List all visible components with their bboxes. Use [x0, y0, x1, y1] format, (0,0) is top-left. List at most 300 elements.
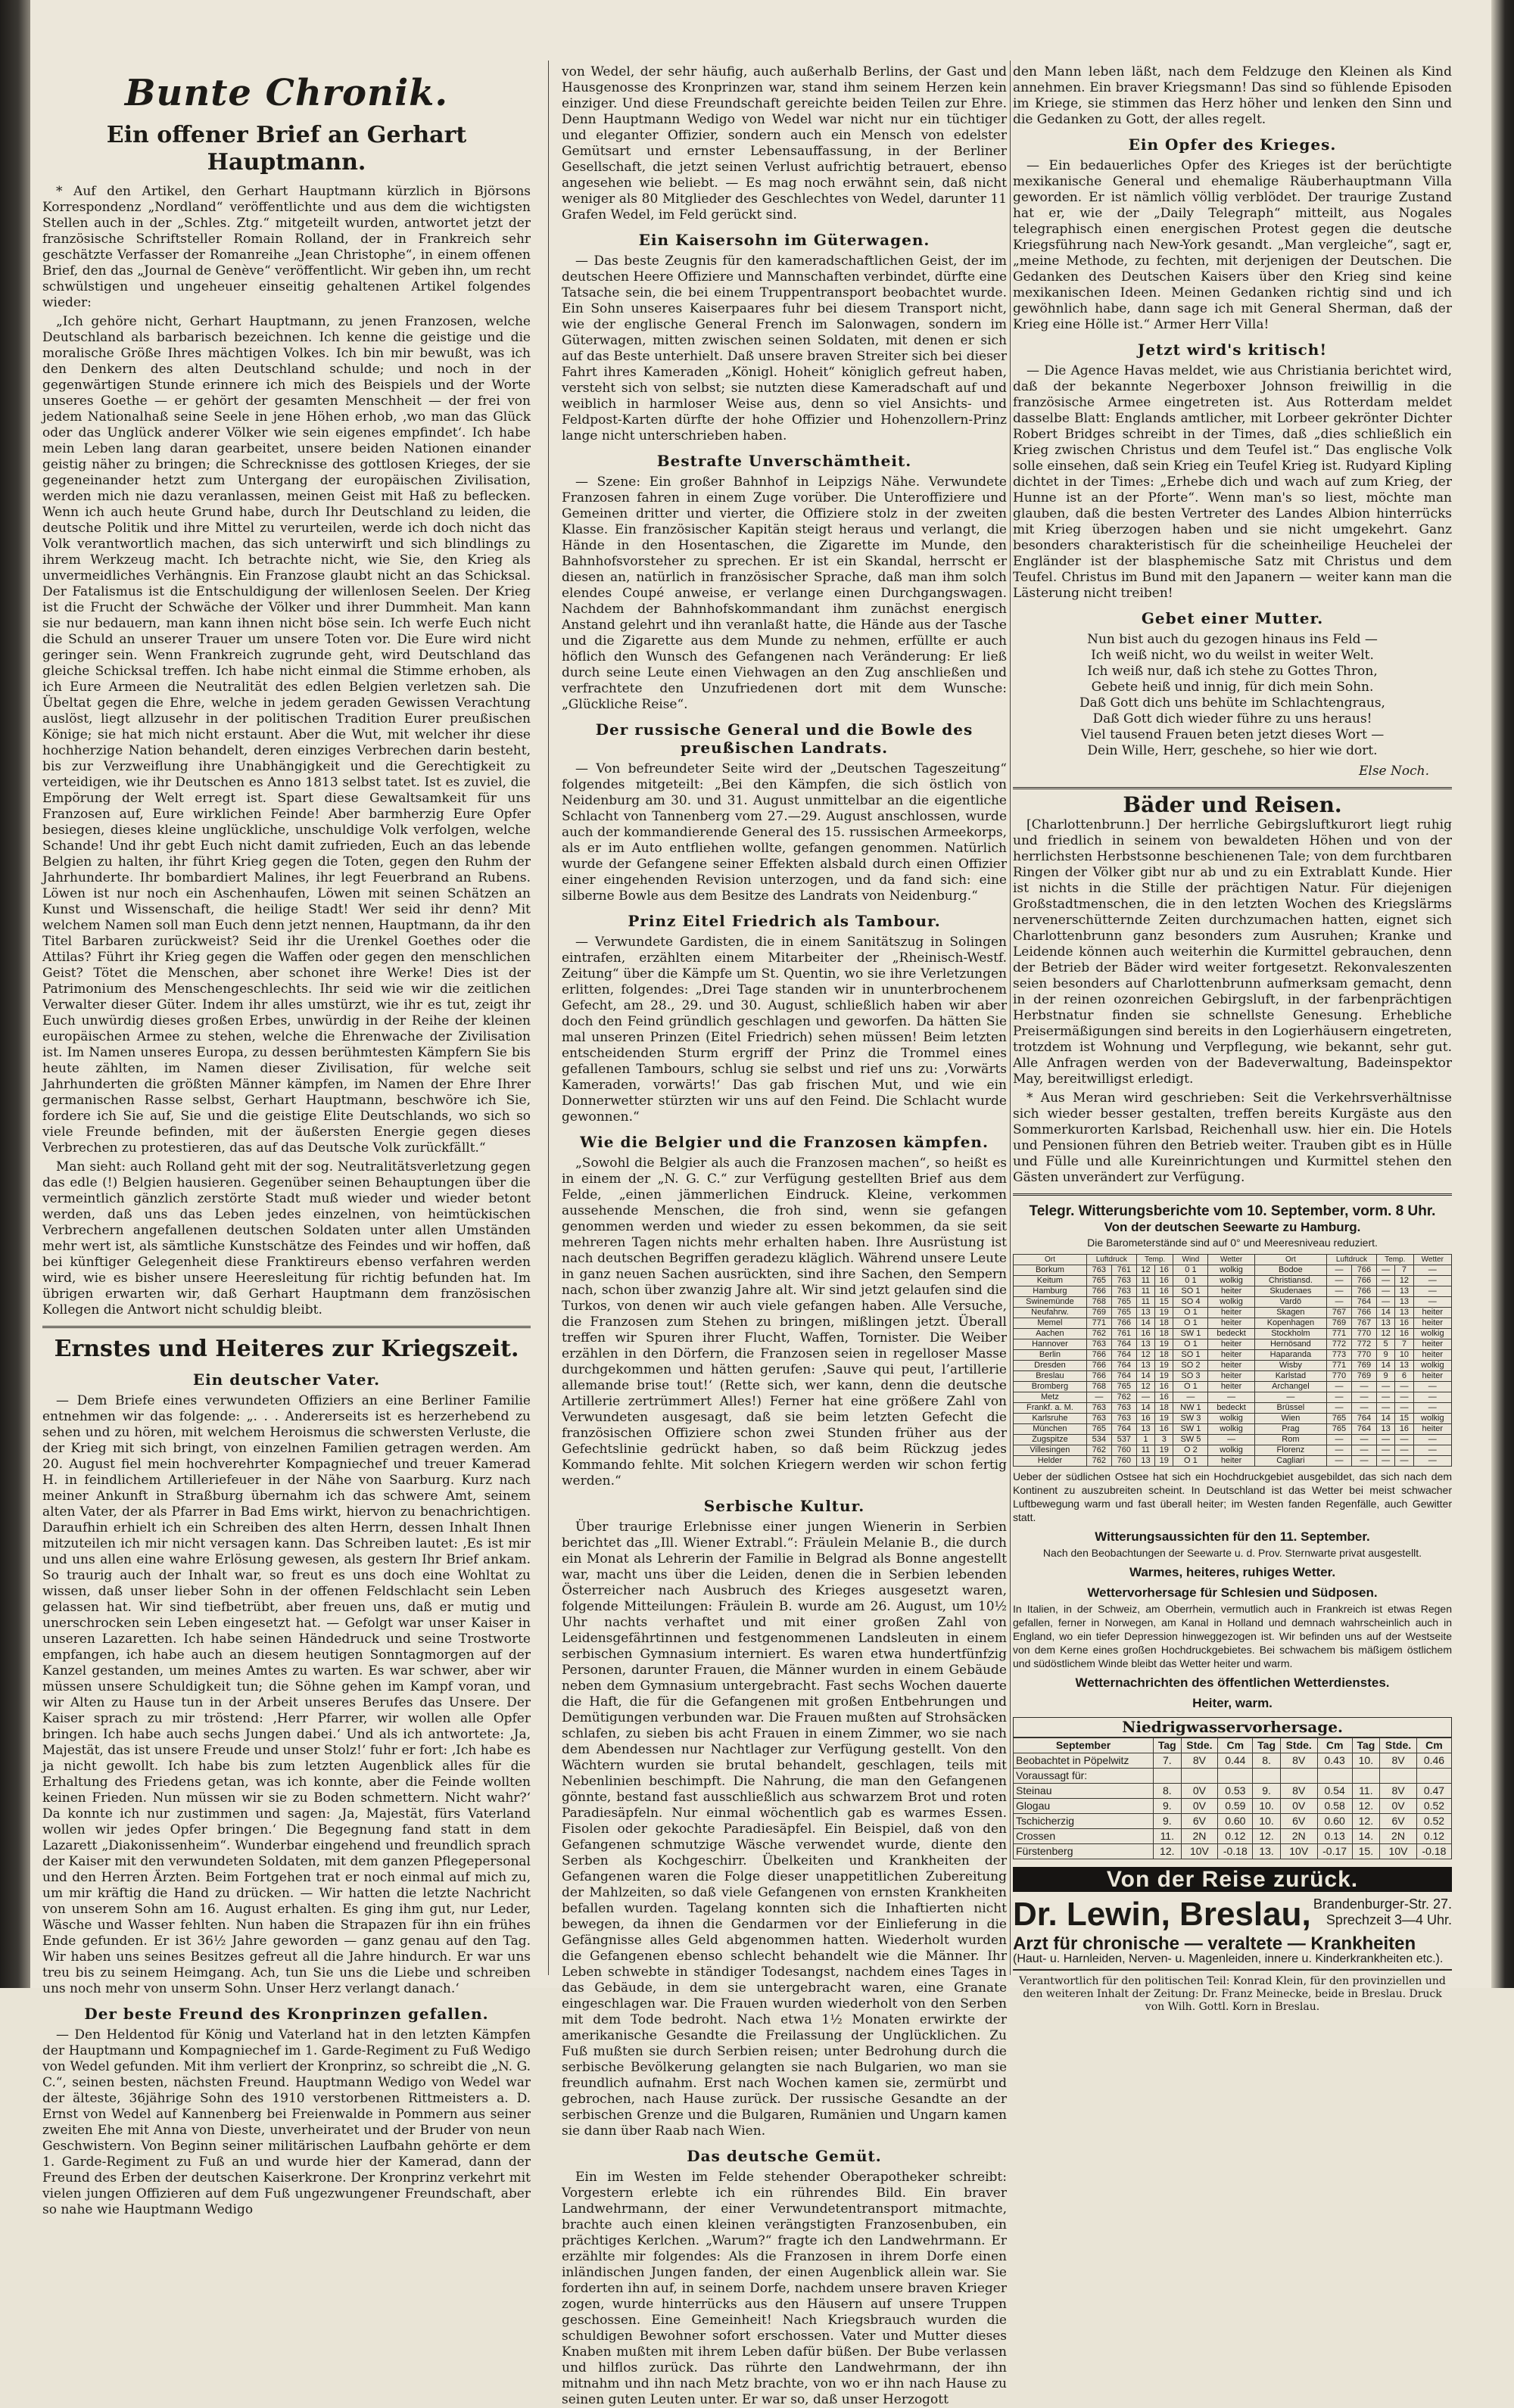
- table-row: [1014, 1445, 1452, 1456]
- table-cell: —: [1351, 1456, 1376, 1467]
- table-cell: 766: [1086, 1371, 1111, 1382]
- table-cell: 763: [1086, 1414, 1111, 1424]
- table-cell: -0.17: [1317, 1844, 1352, 1859]
- table-cell: 765: [1111, 1297, 1136, 1308]
- table-cell: 771: [1326, 1329, 1351, 1339]
- table-cell: 18: [1155, 1318, 1173, 1329]
- subheadline: Ein deutscher Vater.: [192, 1370, 381, 1389]
- table-cell: Prag: [1254, 1424, 1326, 1435]
- table-cell: —: [1173, 1392, 1208, 1403]
- table-cell: Tschicherzig: [1014, 1814, 1154, 1829]
- article-paragraph: den Mann leben läßt, nach dem Feldzuge den Kleinen als Kind annehmen. Ein braver Kriegsmann! Das sind so fühlende Episoden im Kriege, sie stimmen das Herz höher und lenken den Sinn und die Gedanken zu Gott, der alles regelt.: [1013, 64, 1452, 127]
- table-cell: -0.18: [1416, 1844, 1451, 1859]
- table-cell: wolkig: [1208, 1276, 1254, 1286]
- table-row: [1014, 1769, 1452, 1784]
- table-cell: SW 1: [1173, 1424, 1208, 1435]
- table-cell: —: [1208, 1435, 1254, 1445]
- table-cell: Cagliari: [1254, 1456, 1326, 1467]
- table-cell: SO 4: [1173, 1297, 1208, 1308]
- table-cell: 0.60: [1218, 1814, 1253, 1829]
- table-cell: heiter: [1208, 1350, 1254, 1361]
- table-row: [1014, 1361, 1452, 1371]
- ad-doctor-name: Dr. Lewin, Breslau,: [1013, 1896, 1311, 1933]
- table-cell: 16: [1155, 1392, 1173, 1403]
- table-cell: 6V: [1380, 1814, 1417, 1829]
- table-cell: O 2: [1173, 1445, 1208, 1456]
- table-cell: —: [1395, 1403, 1413, 1414]
- table-cell: 19: [1155, 1456, 1173, 1467]
- table-cell: 0.43: [1317, 1753, 1352, 1769]
- table-cell: 16: [1155, 1382, 1173, 1392]
- table-cell: 15: [1155, 1297, 1173, 1308]
- column-header: Stde.: [1181, 1738, 1218, 1753]
- low-water-forecast-title: Niedrigwasservorhersage.: [1013, 1717, 1452, 1738]
- column-header: Wetter: [1413, 1255, 1451, 1265]
- table-cell: 771: [1086, 1318, 1111, 1329]
- article-paragraph: [Charlottenbrunn.] Der herrliche Gebirgsluftkurort liegt ruhig und friedlich in seinem von bewaldeten Höhen und von der herrlichsten Herbstsonne beschienenen Tale; von dem furchtbaren Ringen der Völker gibt nur ab und zu ein Extrablatt Kunde. Hier ist nichts in die Stille der prächtigen Natur. Für diejenigen Großstadtmenschen, die in den letzten Wochen des Kriegslärms nervenerschütternde Zeiten durchzumachen hatten, eignet sich Charlottenbrunn ganz besonders zum Ausruhen; Kranke und Leidende können auch weiterhin die Kurmittel gebrauchen, denn der Betrieb der Bäder wird weiter fortgesetzt. Rekonvaleszenten seien besonders auf Charlottenbrunn aufmerksam gemacht, denn in der reinen ozonreichen Gebirgsluft, in der farbenprächtigen Herbstnatur finden sie schnellste Genesung. Erhebliche Preisermäßigungen sind bereits in den Logierhäusern eingetreten, trotzdem ist Wohnung und Verpflegung, wie bekannt, sehr gut. Alle Anfragen werden von der Badeverwaltung, Badeinspektor May, bereitwilligst erledigt.: [1013, 817, 1452, 1087]
- table-cell: 0V: [1181, 1784, 1218, 1799]
- table-cell: Hernösand: [1254, 1339, 1326, 1350]
- table-cell: heiter: [1413, 1339, 1451, 1350]
- table-cell: Aachen: [1014, 1329, 1087, 1339]
- column-3: [1013, 64, 1452, 2013]
- table-cell: —: [1376, 1286, 1394, 1297]
- table-cell: —: [1351, 1403, 1376, 1414]
- column-header: Stde.: [1280, 1738, 1317, 1753]
- table-cell: 8V: [1181, 1753, 1218, 1769]
- table-cell: 8V: [1380, 1784, 1417, 1799]
- table-cell: Berlin: [1014, 1350, 1087, 1361]
- column-header: Wind: [1173, 1255, 1208, 1265]
- weather-report-title: Telegr. Witterungsberichte vom 10. September, vorm. 8 Uhr.: [1029, 1203, 1436, 1219]
- table-cell: bedeckt: [1208, 1329, 1254, 1339]
- table-cell: —: [1351, 1392, 1376, 1403]
- table-cell: 0.52: [1416, 1814, 1451, 1829]
- weather-report-source: Von der deutschen Seewarte zu Hamburg.: [1104, 1220, 1361, 1234]
- table-cell: Dresden: [1014, 1361, 1087, 1371]
- article-paragraph: von Wedel, der sehr häufig, auch außerhalb Berlins, der Gast und Hausgenosse des Kronprinzen war, stand ihm seinem Herzen kein einziger. Und diese Freundschaft gereichte beiden Teilen zur Ehre. Denn Hauptmann Wedigo von Wedel war nicht nur ein tüchtiger und eleganter Offizier, sondern auch ein Mensch von edelster Gemütsart und ernster Lebensauffassung, in der Berliner Gesellschaft, die jetzt seinen Verlust aufrichtig betrauert, ebenso angesehen wie beliebt. — Es mag noch erwähnt sein, daß nicht weniger als 80 Mitglieder des Geschlechtes von Wedel, darunter 11 Grafen Wedel, im Feld gerückt sind.: [562, 64, 1007, 222]
- subheadline: Jetzt wird's kritisch!: [1137, 341, 1328, 359]
- table-row: [1014, 1456, 1452, 1467]
- table-cell: 19: [1155, 1308, 1173, 1318]
- table-cell: wolkig: [1413, 1361, 1451, 1371]
- column-header: Cm: [1317, 1738, 1352, 1753]
- table-cell: 9: [1376, 1371, 1394, 1382]
- table-cell: 768: [1086, 1297, 1111, 1308]
- article-paragraph: Über traurige Erlebnisse einer jungen Wienerin in Serbien berichtet das „Ill. Wiener Extrabl.“: Fräulein Melanie B., die durch ein Monat als Lehrerin der Familie in Belgrad als Bonne angestellt war, macht uns über die Leiden, denen die in Serbien lebenden Österreicher nach Ausbruch des Krieges ausgesetzt waren, folgende Mitteilungen: Fräulein B. wurde am 26. August, um 10½ Uhr nachts verhaftet und mit einer großen Zahl von Leidensgefährtinnen und festgenommenen Landsleuten in einem serbischen Gymnasium interniert. Es waren etwa hundertfünfzig Personen, darunter Frauen, die Männer wurden in einem Gebäude neben dem Gymnasium untergebracht. Fast sechs Wochen dauerte die Haft, die für die Gefangenen mit großen Entbehrungen und Demütigungen verbunden war. Die Frauen mußten auf Strohsäcken schlafen, zu sieben bis acht Frauen in einem Zimmer, wo sie nach dem Abendessen nur Nachtlager zur Verfügung gestellt. Von den Wächtern wurden sie brutal behandelt, geschlagen, teils mit Nebenlinien beschimpft. Die Nahrung, die man den Gefangenen gönnte, bestand fast ausschließlich aus schwarzem Brot und roten Paradiesäpfeln. Nur einmal wöchentlich gab es warmes Essen. Fisolen oder gekochte Paradiesäpfel. Ein Beispiel, daß von den Gefangenen schmutzige Wäsche verwendet wurde, diente den Serben als Kochgeschirr. Übelkeiten und Krankheiten der Gefangenen waren die Folge dieser unappetitlichen Zubereitung der Mahlzeiten, so daß viele Gefangenen von ernsten Krankheiten befallen wurden. Tagelang konnten sich die Inhaftierten nicht bewegen, da ihnen die Gendarmen vor der Einlieferung in die Gefängnisse alles Geld abgenommen hatten. Wiederholt wurden die Gefangenen ebenso schlecht behandelt wie die Männer. Ihr Leben schwebte in ständiger Todesangst, nachdem eines Tages in das Gebäude, in dem sie untergebracht waren, eine Granate eingeschlagen war. Die Frauen wurden wiederholt von den Serben mit dem Tode bedroht. Nach etwa 1½ Monaten erwirkte der amerikanische Gesandte die Freilassung der Unglücklichen. Zu Fuß mußten sie durch Serbien reisen; unter Bedrohung durch die serbische Bevölkerung gelangten sie nach Bulgarien, wo man sie freundlich aufnahm. Erst nach Wochen kamen sie, zermürbt und gebrochen, nach Hause zurück. Der russische Gesandte an der serbischen Grenze und die Bulgaren, Rumänien und Ungarn kamen sie dann über Raab nach Wien.: [562, 1520, 1007, 2139]
- poem-line: Gebete heiß und innig, für dich mein Sohn.: [1091, 680, 1374, 695]
- poem-line: Ich weiß nicht, wo du weilst in weiter Welt.: [1091, 648, 1374, 663]
- table-cell: 13: [1395, 1286, 1413, 1297]
- column-header: Cm: [1416, 1738, 1451, 1753]
- table-cell: 12: [1136, 1265, 1154, 1276]
- table-cell: —: [1413, 1456, 1451, 1467]
- table-cell: 10.: [1253, 1799, 1281, 1814]
- table-cell: 16: [1136, 1414, 1154, 1424]
- table-cell: 14: [1376, 1414, 1394, 1424]
- weather-table: [1013, 1254, 1452, 1467]
- table-cell: 534: [1086, 1435, 1111, 1445]
- table-cell: 13: [1136, 1424, 1154, 1435]
- table-cell: 764: [1111, 1339, 1136, 1350]
- table-cell: 16: [1395, 1424, 1413, 1435]
- column-rule: [548, 61, 549, 1975]
- table-cell: Bromberg: [1014, 1382, 1087, 1392]
- table-cell: Borkum: [1014, 1265, 1087, 1276]
- table-cell: 770: [1351, 1350, 1376, 1361]
- table-cell: 0.53: [1218, 1784, 1253, 1799]
- table-cell: München: [1014, 1424, 1087, 1435]
- table-cell: Florenz: [1254, 1445, 1326, 1456]
- table-cell: Beobachtet in Pöpelwitz: [1014, 1753, 1154, 1769]
- table-cell: —: [1086, 1392, 1111, 1403]
- poem-line: Nun bist auch du gezogen hinaus ins Feld —: [1087, 632, 1378, 647]
- table-cell: 0.44: [1218, 1753, 1253, 1769]
- weather-table-body: [1014, 1265, 1452, 1467]
- ad-banner: Von der Reise zurück.: [1013, 1867, 1452, 1892]
- table-cell: 13: [1136, 1308, 1154, 1318]
- official-weather-title: Wetternachrichten des öffentlichen Wetterdienstes.: [1075, 1675, 1390, 1690]
- table-cell: —: [1376, 1403, 1394, 1414]
- table-cell: 765: [1326, 1424, 1351, 1435]
- table-row: [1014, 1784, 1452, 1799]
- table-cell: Frankf. a. M.: [1014, 1403, 1087, 1414]
- table-cell: —: [1376, 1265, 1394, 1276]
- table-cell: Helder: [1014, 1456, 1087, 1467]
- table-cell: 766: [1351, 1265, 1376, 1276]
- table-row: [1014, 1414, 1452, 1424]
- ad-hours: Sprechzeit 3—4 Uhr.: [1326, 1912, 1452, 1927]
- table-cell: 0.52: [1416, 1799, 1451, 1814]
- table-cell: Hamburg: [1014, 1286, 1087, 1297]
- table-cell: 16: [1395, 1329, 1413, 1339]
- table-cell: O 1: [1173, 1318, 1208, 1329]
- table-cell: Crossen: [1014, 1829, 1154, 1844]
- table-cell: 14: [1136, 1371, 1154, 1382]
- table-cell: 11: [1136, 1445, 1154, 1456]
- table-cell: —: [1326, 1297, 1351, 1308]
- table-cell: 760: [1111, 1456, 1136, 1467]
- table-cell: 13.: [1253, 1844, 1281, 1859]
- table-row: [1014, 1286, 1452, 1297]
- table-cell: 10V: [1280, 1844, 1317, 1859]
- water-table-body: [1014, 1753, 1452, 1859]
- table-cell: 763: [1111, 1403, 1136, 1414]
- table-cell: 0 1: [1173, 1265, 1208, 1276]
- table-cell: 14: [1376, 1308, 1394, 1318]
- table-cell: —: [1413, 1392, 1451, 1403]
- table-cell: 0V: [1380, 1799, 1417, 1814]
- table-cell: 766: [1351, 1276, 1376, 1286]
- table-cell: 9.: [1154, 1799, 1182, 1814]
- weather-summary: Ueber der südlichen Ostsee hat sich ein Hochdruckgebiet ausgebildet, das sich nach dem Kontinent zu auszubreiten scheint. In Deutschland ist das Wetter bei meist schwacher Luftbewegung warm und fast überall heiter; im Westen fanden Regenfälle, auch Gewitter statt.: [1013, 1470, 1452, 1523]
- table-cell: 19: [1155, 1414, 1173, 1424]
- table-cell: Zugspitze: [1014, 1435, 1087, 1445]
- column-header: Tag: [1154, 1738, 1182, 1753]
- table-cell: 0V: [1280, 1799, 1317, 1814]
- table-cell: 0.60: [1317, 1814, 1352, 1829]
- column-rule: [1010, 61, 1011, 1975]
- article-paragraph: * Auf den Artikel, den Gerhart Hauptmann kürzlich in Björsons Korrespondenz „Nordland“ veröffentlichte und aus dem die wichtigsten Stellen auch in der „Schles. Ztg.“ mitgeteilt wurden, antwortet jetzt der französische Schriftsteller Romain Rolland, der in Frankreich sehr geschätzte Verfasser der Romanreihe „Jean Christophe“, in einem offenen Brief, den das „Journal de Genève“ veröffentlicht. Wir geben ihn, um recht schwülstigen und ungeheuer einseitig gehaltenen Artikel folgendes wieder:: [42, 184, 531, 310]
- table-cell: [1352, 1769, 1380, 1784]
- table-row: [1014, 1392, 1452, 1403]
- table-cell: —: [1376, 1435, 1394, 1445]
- table-cell: wolkig: [1208, 1297, 1254, 1308]
- table-cell: 5: [1376, 1339, 1394, 1350]
- table-cell: 0.47: [1416, 1784, 1451, 1799]
- table-header-row: [1014, 1738, 1452, 1753]
- table-cell: —: [1326, 1265, 1351, 1276]
- table-cell: 11: [1136, 1276, 1154, 1286]
- ad-details: (Haut- u. Harnleiden, Nerven- u. Magenleiden, innere u. Kinderkrankheiten etc.).: [1013, 1952, 1444, 1965]
- table-cell: —: [1376, 1382, 1394, 1392]
- table-cell: 8V: [1280, 1784, 1317, 1799]
- table-cell: 769: [1326, 1318, 1351, 1329]
- travel-section-title: Bäder und Reisen.: [1123, 792, 1342, 817]
- table-cell: O 1: [1173, 1456, 1208, 1467]
- table-cell: Metz: [1014, 1392, 1087, 1403]
- article-paragraph: — Das beste Zeugnis für den kameradschaftlichen Geist, der im deutschen Heere Offiziere und Mannschaften verbindet, dürfte eine Tatsache sein, die bei einem Truppentransport beobachtet wurde. Ein Sohn unseres Kaiserpaares fuhr bei diesem Transport nicht, wie der englische General French im Salonwagen, sondern im Güterwagen, mitten zwischen seinen Soldaten, mit denen er sich auf das Beste unterhielt. Daß unsere braven Streiter sich bei dieser Fahrt ihres Kameraden „Königl. Hoheit“ königlich gefreut haben, versteht sich von selbst; sie nutzten diese Kameradschaft auf und weiblich in harmloser Weise aus, denn so viel Ansichts- und Feldpost-Karten dürfte der hohe Offizier und Hohenzollern-Prinz lange nicht unterschrieben haben.: [562, 254, 1007, 443]
- table-cell: —: [1376, 1276, 1394, 1286]
- table-cell: 0.58: [1317, 1799, 1352, 1814]
- water-table: [1013, 1738, 1452, 1859]
- table-cell: O 1: [1173, 1339, 1208, 1350]
- table-cell: 764: [1351, 1297, 1376, 1308]
- table-cell: 14: [1136, 1318, 1154, 1329]
- table-cell: 762: [1086, 1445, 1111, 1456]
- weather-report-note: Die Barometerstände sind auf 0° und Meeresniveau reduziert.: [1087, 1237, 1378, 1249]
- table-cell: heiter: [1208, 1286, 1254, 1297]
- table-cell: —: [1376, 1297, 1394, 1308]
- table-cell: 0.54: [1317, 1784, 1352, 1799]
- article-paragraph: — Von befreundeter Seite wird der „Deutschen Tageszeitung“ folgendes mitgeteilt: „Bei den Kämpfen, die sich östlich von Neidenburg am 30. und 31. August unmittelbar an die eigentliche Schlacht von Tannenberg vom 27.—29. August anschlossen, wurde auch der kommandierende General des 15. russischen Armeekorps, als er im Auto entfliehen wollte, gefangen genommen. Natürlich wurde der Gefangene seiner Effekten alsbald durch einen Offizier einer eingehenden Revision unterzogen, und da fand sich: eine silberne Bowle aus dem Besitze des Landrats von Neidenburg.“: [562, 761, 1007, 904]
- binding-edge: [0, 0, 30, 1988]
- table-cell: 13: [1136, 1456, 1154, 1467]
- table-cell: 769: [1351, 1361, 1376, 1371]
- table-cell: 773: [1326, 1350, 1351, 1361]
- table-row: [1014, 1308, 1452, 1318]
- table-cell: Villesingen: [1014, 1445, 1087, 1456]
- table-cell: 13: [1136, 1339, 1154, 1350]
- table-cell: 16: [1155, 1265, 1173, 1276]
- table-cell: SO 1: [1173, 1350, 1208, 1361]
- table-cell: —: [1136, 1392, 1154, 1403]
- table-cell: [1253, 1769, 1281, 1784]
- table-cell: —: [1326, 1445, 1351, 1456]
- table-cell: [1218, 1769, 1253, 1784]
- column-header: Tag: [1352, 1738, 1380, 1753]
- table-cell: 12: [1136, 1382, 1154, 1392]
- table-cell: wolkig: [1208, 1414, 1254, 1424]
- table-cell: heiter: [1208, 1318, 1254, 1329]
- table-cell: 19: [1155, 1445, 1173, 1456]
- table-cell: 13: [1376, 1424, 1394, 1435]
- subheadline: Der russische General und die Bowle des preußischen Landrats.: [595, 720, 974, 757]
- table-cell: —: [1326, 1456, 1351, 1467]
- table-cell: -0.18: [1218, 1844, 1253, 1859]
- table-cell: 13: [1136, 1361, 1154, 1371]
- article-paragraph: — Verwundete Gardisten, die in einem Sanitätszug in Solingen eintrafen, erzählten einem Mitarbeiter der „Rheinisch-Westf. Zeitung“ über die Kämpfe um St. Quentin, wo sie ihre Verletzungen erlitten, folgendes: „Drei Tage standen wir in ununterbrochenem Gefecht, am 28., 29. und 30. August, schließlich haben wir aber doch den Feind gründlich geschlagen und geworfen. Da hätten Sie mal unseren Prinzen (Eitel Friedrich) sehen müssen! Beim letzten entscheidenden Sturm ergriff der Prinz die Trommel eines gefallenen Tambours, schlug sie selbst und rief uns zu: ‚Vorwärts Kameraden, vorwärts!‘ Das gab frischen Mut, und wie ein Donnerwetter stürzten wir uns auf den Feind. Die Schlacht wurde gewonnen.“: [562, 935, 1007, 1125]
- table-cell: Skagen: [1254, 1308, 1326, 1318]
- table-header-row: [1014, 1255, 1452, 1265]
- subheadline: Bestrafte Unverschämtheit.: [656, 452, 912, 470]
- table-row: [1014, 1329, 1452, 1339]
- table-cell: —: [1376, 1392, 1394, 1403]
- section-divider: [1013, 787, 1452, 789]
- table-cell: —: [1413, 1445, 1451, 1456]
- table-cell: 18: [1155, 1329, 1173, 1339]
- table-cell: —: [1395, 1445, 1413, 1456]
- table-cell: 0.13: [1317, 1829, 1352, 1844]
- table-cell: 18: [1155, 1350, 1173, 1361]
- table-cell: SW 5: [1173, 1435, 1208, 1445]
- table-cell: 19: [1155, 1361, 1173, 1371]
- poem-author: Else Noch.: [1358, 764, 1429, 779]
- subheadline: Das deutsche Gemüt.: [687, 2147, 882, 2165]
- table-cell: 1: [1136, 1435, 1154, 1445]
- table-cell: 2N: [1380, 1829, 1417, 1844]
- table-cell: 14: [1376, 1361, 1394, 1371]
- table-row: [1014, 1297, 1452, 1308]
- table-cell: 762: [1086, 1456, 1111, 1467]
- table-cell: SO 3: [1173, 1371, 1208, 1382]
- table-cell: heiter: [1413, 1371, 1451, 1382]
- forecast-title: Wettervorhersage für Schlesien und Südposen.: [1087, 1585, 1378, 1600]
- subheadline: Ein Kaisersohn im Güterwagen.: [638, 231, 930, 249]
- table-cell: 12: [1395, 1276, 1413, 1286]
- table-cell: 766: [1351, 1308, 1376, 1318]
- table-cell: 9.: [1253, 1784, 1281, 1799]
- column-header: September: [1014, 1738, 1154, 1753]
- table-cell: 7: [1395, 1339, 1413, 1350]
- table-cell: 762: [1086, 1329, 1111, 1339]
- table-cell: 19: [1155, 1371, 1173, 1382]
- table-cell: SW 3: [1173, 1414, 1208, 1424]
- table-cell: 8V: [1280, 1753, 1317, 1769]
- poem-line: Ich weiß nur, daß ich stehe zu Gottes Thron,: [1087, 664, 1378, 679]
- column-header: Stde.: [1380, 1738, 1417, 1753]
- poem-line: Viel tausend Frauen beten jetzt dieses Wort —: [1080, 727, 1385, 742]
- table-cell: 0 1: [1173, 1276, 1208, 1286]
- table-cell: Memel: [1014, 1318, 1087, 1329]
- article-paragraph: Ein im Westen im Felde stehender Oberapotheker schreibt: Vorgestern erlebte ich ein rührendes Bild. Ein braver Landwehrmann, der einer Verwundetentransport mitmachte, brachte auch einen kleinen verängstigten Franzosenbuben, ein prächtiges Kerlchen. „Warum?“ fragte ich den Landwehrmann. Er erzählte mir folgendes: Als die Franzosen in ihrem Dorfe einen inländischen Jungen fanden, der einen Augenblick allein war. Sie forderten ihn auf, in seinem Dorfe, nachdem unsere braven Krieger zogen, wurde hinterrücks aus den Häusern auf unsere Truppen geschossen. Eine Gemeinheit! Nach Kriegsbrauch wurden die schuldigen Bewohner sofort erschossen. Vater und Mutter dieses Knaben mußten mit ihrem Leben dafür büßen. Der Bube verlassen und hilflos zurück. Das rührte den Landwehrmann, der ihn mitnahm und ihn nach Metz brachte, von wo er ihn nach Hause zu seinen guten Leuten unter. Er war so, daß unser Herzogott: [562, 2170, 1007, 2407]
- table-cell: 772: [1326, 1339, 1351, 1350]
- table-cell: 765: [1111, 1308, 1136, 1318]
- table-cell: 15: [1395, 1414, 1413, 1424]
- table-cell: 6V: [1280, 1814, 1317, 1829]
- table-cell: —: [1413, 1435, 1451, 1445]
- table-row: [1014, 1339, 1452, 1350]
- weather-outlook: Warmes, heiteres, ruhiges Wetter.: [1129, 1565, 1336, 1579]
- table-cell: 767: [1351, 1318, 1376, 1329]
- poem-line: Daß Gott dich wieder führe zu uns heraus!: [1092, 711, 1372, 726]
- table-cell: 769: [1086, 1308, 1111, 1318]
- column-1: [42, 64, 531, 2217]
- column-header: Temp.: [1376, 1255, 1413, 1265]
- table-row: [1014, 1844, 1452, 1859]
- table-row: [1014, 1403, 1452, 1414]
- subheadline: Ein Opfer des Krieges.: [1128, 135, 1337, 154]
- subheadline: Gebet einer Mutter.: [1141, 609, 1324, 627]
- table-cell: —: [1326, 1392, 1351, 1403]
- table-cell: —: [1326, 1286, 1351, 1297]
- table-cell: 12: [1136, 1350, 1154, 1361]
- article-paragraph: „Ich gehöre nicht, Gerhart Hauptmann, zu jenen Franzosen, welche Deutschland als barbarisch bezeichnen. Ich kenne die geistige und die moralische Größe Ihres mächtigen Volkes. Ich bin mir bewußt, was ich den Denkern des alten Deutschland schulde; und noch in der gegenwärtigen Stunde erinnere ich mich des Beispiels und der Worte unseres Goethe — er gehört der gesamten Menschheit — der frei von jedem Nationalhaß seine Seele in jene Höhen erhob, ‚wo man das Glück oder das Unglück anderer Völker wie sein eigenes empfindet‘. Ich habe mein Leben lang daran gearbeitet, unsere beiden Nationen einander geistig näher zu bringen; die Schrecknisse des gottlosen Krieges, der sie gegeneinander hetzt zum Untergang der europäischen Zivilisation, werden mich nie dazu veranlassen, meinen Geist mit Haß zu beflecken. Wenn ich auch heute Grund habe, durch Ihr Deutschland zu leiden, die deutsche Politik und ihre Mittel zu verurteilen, werde ich doch nicht das Volk verantwortlich machen, das sich unterwirft und sich blindlings zu ihrem Werkzeug macht. Ich betrachte nicht, wie Sie, den Krieg als unvermeidliches Verhängnis. Ein Franzose glaubt nicht an das Schicksal. Der Fatalismus ist die Entschuldigung der willenlosen Seelen. Der Krieg ist die Frucht der Schwäche der Völker und ihrer Dummheit. Man kann sie nur bedauern, man kann ihnen nicht böse sein. Ich werfe Euch nicht die Schuld an unserer Trauer um unsere Toten vor. Die Eure wird nicht geringer sein. Wenn Frankreich zugrunde geht, wird Deutschland das gleiche Schicksal treffen. Ich habe nicht einmal die Stimme erhoben, als ich Eure Armeen die Neutralität des edlen Belgien verletzen sah. Die Übeltat gegen die Ehre, welche in jedem geraden Gewissen Verachtung auslöst, liegt allzusehr in der politischen Tradition Eurer preußischen Könige; sie hat mich nicht erstaunt. Aber die Wut, mit welcher ihr diese hochherzige Nation behandelt, deren einziges Verbrechen darin besteht, bis zur Verzweiflung ihre Unabhängigkeit und die Gerechtigkeit zu verteidigen, wie ihr Deutschen es Anno 1813 selbst tatet. Ist es zuviel, die Empörung der Welt erregt ist. Spart diese Gewaltsamkeit für uns Franzosen auf, Eure wirklichen Feinde! Aber barmherzig Eure Opfer besiegen, dieses kleine unglückliche, unschuldige Volk verfolgen, welche Schande! Und ihr gebt Euch nicht damit zufrieden, Euch an das lebende Belgien zu halten, ihr führt Krieg gegen die Toten, gegen den Ruhm der Jahrhunderte. Ihr bombardiert Malines, ihr legt Feuerbrand an Rubens. Löwen ist nur noch ein Aschenhaufen, Löwen mit seinen Schätzen an Kunst und Wissenschaft, die heilige Stadt! Wer seid ihr denn? Mit welchem Namen soll man Euch denn jetzt nennen, Hauptmann, da ihr den Titel Barbaren zurückweist? Seid ihr die Urenkel Goethes oder die Attilas? Führt ihr Krieg gegen die Waffen oder gegen den menschlichen Geist? Tötet die Menschen, aber schonet ihre Werke! Dies ist der Patrimonium des Menschengeschlechts. Ihr seid wie wir die zeitlichen Verwalter dieser Güter. Indem ihr alles umstürzt, wie ihr es tut, zeigt ihr Euch unwürdig dieses großen Erbes, unwürdig in der Reihe der kleinen europäischen Armee zu stehen, welche die Ehrenwache der Zivilisation ist. Im Namen unseres Europa, zu dessen berühmtesten Kämpfern Sie bis heute zählten, im Namen dieser Zivilisation, für welche seit Jahrhunderten die größten Männer kämpfen, im Namen der Ehre Ihrer germanischen Rasse selbst, Gerhart Hauptmann, beschwöre ich Sie, fordere ich Sie auf, Sie und die geistige Elite Deutschlands, wo sich so viele Freunde befinden, mit der äußersten Energie gegen dieses Verbrechen zu protestieren, das auf das Deutsche Volk zurückfällt.“: [42, 314, 531, 1156]
- table-cell: heiter: [1208, 1308, 1254, 1318]
- article-paragraph: — Szene: Ein großer Bahnhof in Leipzigs Nähe. Verwundete Franzosen fahren in einem Zuge vorüber. Die Unteroffiziere und Gemeinen dritter und vierter, die Offiziere stolz in der zweiten Klasse. Ein französischer Kapitän steigt heraus und verlangt, die Hände in den Hosentaschen, die Zigarette im Munde, den Bahnhofsvorsteher zu sprechen. Er ist ein Skandal, herrscht er diesen an, natürlich in französischer Sprache, daß man ihm solch elendes Coupé anweise, er verlange einen Durchgangswagen. Nachdem der Bahnhofskommandant ihm zunächst energisch Anstand gelehrt und ihn veranlaßt hatte, die Hände aus der Tasche und die Zigarette aus dem Munde zu nehmen, erfüllte er auch höflich den Wunsch des Gefangenen nach Veränderung: Er ließ durch seine Leute einen Viehwagen an den Zug anschließen und verfrachtete den Unzufriedenen dort mit dem Wunsche: „Glückliche Reise“.: [562, 474, 1007, 712]
- column-header: Luftdruck: [1086, 1255, 1136, 1265]
- table-row: [1014, 1829, 1452, 1844]
- table-cell: Swinemünde: [1014, 1297, 1087, 1308]
- table-cell: Hannover: [1014, 1339, 1087, 1350]
- page-edge: [1491, 0, 1514, 1988]
- table-row: [1014, 1424, 1452, 1435]
- table-row: [1014, 1799, 1452, 1814]
- table-cell: —: [1413, 1276, 1451, 1286]
- table-cell: Wisby: [1254, 1361, 1326, 1371]
- table-cell: —: [1413, 1286, 1451, 1297]
- table-cell: 11.: [1154, 1829, 1182, 1844]
- table-cell: 761: [1111, 1329, 1136, 1339]
- table-cell: 7: [1395, 1265, 1413, 1276]
- table-cell: 9: [1376, 1350, 1394, 1361]
- table-cell: [1416, 1769, 1451, 1784]
- table-cell: 772: [1351, 1339, 1376, 1350]
- table-cell: 765: [1111, 1382, 1136, 1392]
- table-cell: —: [1395, 1382, 1413, 1392]
- table-cell: —: [1413, 1297, 1451, 1308]
- table-cell: heiter: [1413, 1424, 1451, 1435]
- table-cell: 12.: [1154, 1844, 1182, 1859]
- table-cell: —: [1395, 1456, 1413, 1467]
- table-cell: Vardö: [1254, 1297, 1326, 1308]
- table-row: [1014, 1753, 1452, 1769]
- table-cell: O 1: [1173, 1308, 1208, 1318]
- table-cell: heiter: [1208, 1361, 1254, 1371]
- table-cell: 763: [1111, 1276, 1136, 1286]
- table-cell: 7.: [1154, 1753, 1182, 1769]
- table-cell: 761: [1111, 1265, 1136, 1276]
- table-cell: 765: [1086, 1424, 1111, 1435]
- table-cell: Brüssel: [1254, 1403, 1326, 1414]
- subheadline: Wie die Belgier und die Franzosen kämpfen.: [580, 1133, 989, 1151]
- table-cell: 8.: [1154, 1784, 1182, 1799]
- subheadline: Serbische Kultur.: [703, 1497, 865, 1515]
- poem: [1013, 632, 1452, 759]
- table-cell: Haparanda: [1254, 1350, 1326, 1361]
- table-cell: 6V: [1181, 1814, 1218, 1829]
- table-cell: —: [1413, 1403, 1451, 1414]
- table-cell: 9.: [1154, 1814, 1182, 1829]
- table-cell: 18: [1155, 1403, 1173, 1414]
- table-cell: 764: [1351, 1424, 1376, 1435]
- subheadline: Prinz Eitel Friedrich als Tambour.: [628, 912, 941, 930]
- table-cell: 766: [1086, 1286, 1111, 1297]
- table-cell: 770: [1326, 1371, 1351, 1382]
- table-row: [1014, 1435, 1452, 1445]
- table-cell: —: [1326, 1435, 1351, 1445]
- table-cell: 12: [1376, 1329, 1394, 1339]
- table-cell: heiter: [1413, 1318, 1451, 1329]
- table-cell: 14: [1136, 1403, 1154, 1414]
- official-weather: Heiter, warm.: [1192, 1696, 1273, 1710]
- weather-outlook-title: Witterungsaussichten für den 11. September.: [1095, 1529, 1370, 1544]
- table-cell: 0.12: [1218, 1829, 1253, 1844]
- table-cell: NW 1: [1173, 1403, 1208, 1414]
- table-cell: 11: [1136, 1286, 1154, 1297]
- imprint: Verantwortlich für den politischen Teil: Konrad Klein, für den provinziellen und den weiteren Inhalt der Zeitung: Dr. Franz Meinecke, beide in Breslau. Druck von Wilh. Gottl. Korn in Breslau.: [1019, 1975, 1446, 2013]
- table-cell: Rom: [1254, 1435, 1326, 1445]
